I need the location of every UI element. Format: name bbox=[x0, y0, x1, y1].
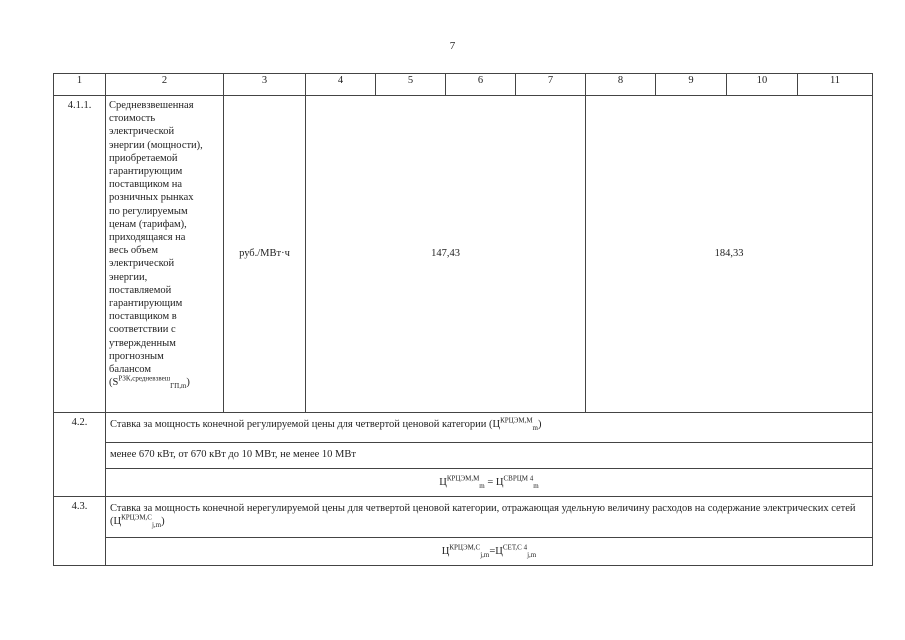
description-line: соответствии с bbox=[109, 324, 176, 336]
table-row-4-2-formula bbox=[54, 469, 873, 497]
row-number: 4.1.1. bbox=[54, 96, 106, 413]
description-line: энергии (мощности), bbox=[109, 139, 203, 151]
value-cell-first-half: 147,43 bbox=[306, 96, 586, 413]
description-line: прогнозным bbox=[109, 350, 164, 362]
table-row-4-3-formula bbox=[54, 538, 873, 566]
unit-cell: руб./МВт·ч bbox=[224, 96, 306, 413]
description-line: гарантирующим bbox=[109, 166, 183, 178]
description-line: поставляемой bbox=[109, 284, 172, 296]
row-description bbox=[106, 96, 224, 413]
description-line: утвержденным bbox=[109, 337, 176, 349]
description-line: стоимость bbox=[109, 113, 156, 125]
row-title: Ставка за мощность конечной нерегулируемой цены для четвертой ценовой категории, отражающая удельную величину расходов на содержание электрических сетей $(Ц^{КРЦЭМ,С}_{j,m})$ bbox=[106, 497, 873, 538]
description-line: электрической bbox=[109, 126, 175, 138]
formula-4-2: $Ц^{КРЦЭМ,М}_m = Ц^{СВРЦМ 4}_m$ bbox=[106, 469, 873, 497]
column-header: 5 bbox=[376, 74, 446, 96]
capacity-groups: менее 670 кВт, от 670 кВт до 10 МВт, не менее 10 МВт bbox=[106, 443, 873, 469]
description-line: приобретаемой bbox=[109, 152, 178, 164]
column-number-row bbox=[54, 74, 873, 96]
description-line: поставщиком в bbox=[109, 311, 177, 323]
table-row-4-3-title bbox=[54, 497, 873, 538]
formula-4-3: $Ц^{КРЦЭМ,С}_{j,m}=Ц^{СЕТ,С 4}_{j,m}$ bbox=[106, 538, 873, 566]
description-line: ценам (тарифам), bbox=[109, 218, 187, 230]
description-line: поставщиком на bbox=[109, 179, 182, 191]
column-header: 9 bbox=[656, 74, 727, 96]
row-number: 4.3. bbox=[54, 497, 106, 566]
description-line: весь объем bbox=[109, 245, 158, 257]
column-header: 11 bbox=[798, 74, 873, 96]
description-line: Средневзвешенная bbox=[109, 100, 194, 111]
tariff-table bbox=[53, 73, 873, 566]
column-header: 8 bbox=[586, 74, 656, 96]
description-line: балансом bbox=[109, 364, 151, 376]
page-number: 7 bbox=[449, 40, 456, 52]
description-line: приходящаяся на bbox=[109, 232, 186, 244]
column-header: 6 bbox=[446, 74, 516, 96]
description-line: энергии, bbox=[109, 271, 148, 283]
column-header: 1 bbox=[54, 74, 106, 96]
description-line: розничных рынках bbox=[109, 192, 194, 204]
row-number: 4.2. bbox=[54, 413, 106, 497]
description-line: по регулируемым bbox=[109, 205, 188, 217]
column-header: 4 bbox=[306, 74, 376, 96]
description-line: гарантирующим bbox=[109, 298, 183, 310]
description-symbol: $(S^{РЗК,средневзвеш}_{ГП,m})$ bbox=[109, 374, 190, 391]
column-header: 2 bbox=[106, 74, 224, 96]
column-header: 10 bbox=[727, 74, 798, 96]
table-row-4-2-title bbox=[54, 413, 873, 443]
column-header: 7 bbox=[516, 74, 586, 96]
description-line: электрической bbox=[109, 258, 175, 270]
column-header: 3 bbox=[224, 74, 306, 96]
description-lines bbox=[109, 99, 220, 376]
table-row-4-2-subheader bbox=[54, 443, 873, 469]
row-title: Ставка за мощность конечной регулируемой цены для четвертой ценовой категории $(Ц^{КРЦЭМ,М}_m)$ bbox=[106, 413, 873, 443]
value-cell-second-half: 184,33 bbox=[586, 96, 873, 413]
table-row-4-1-1 bbox=[54, 96, 873, 413]
